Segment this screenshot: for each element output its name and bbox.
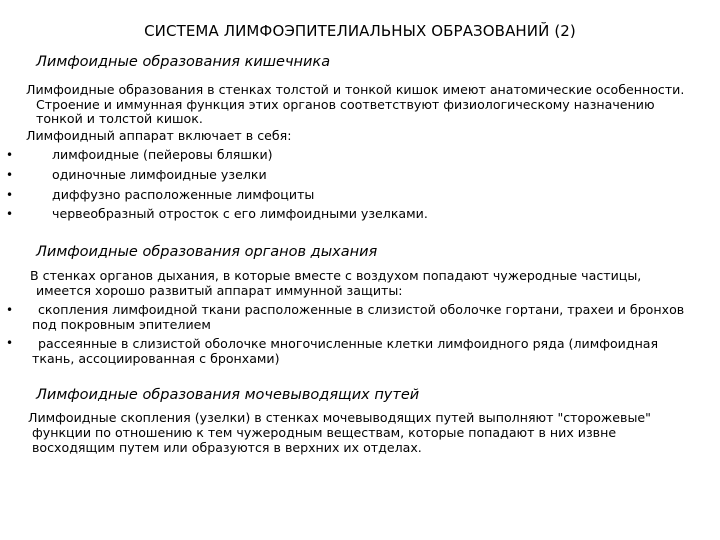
section1-paragraph-line: Лимфоидный аппарат включает в себя: (26, 128, 292, 143)
bullet-marker: • (6, 303, 14, 317)
section-heading-intestine: Лимфоидные образования кишечника (36, 54, 331, 70)
section2-paragraph-line: В стенках органов дыхания, в которые вместе с воздухом попадают чужеродные частицы, (30, 268, 642, 283)
bullet-marker: • (6, 188, 14, 202)
section2-list-item: рассеянные в слизистой оболочке многочисленные клетки лимфоидного ряда (лимфоидная (38, 336, 659, 351)
section1-list-item: червеобразный отросток с его лимфоидными узелками. (52, 206, 428, 221)
section-heading-urinary: Лимфоидные образования мочевыводящих путей (36, 387, 420, 403)
bullet-marker: • (6, 148, 14, 162)
section2-list-item: скопления лимфоидной ткани расположенные в слизистой оболочке гортани, трахеи и бронхов (38, 302, 685, 317)
section3-paragraph-line: функции по отношению к тем чужеродным веществам, которые попадают в них извне (32, 425, 617, 440)
section2-list-item-continuation: под покровным эпителием (32, 317, 211, 332)
section1-list-item: диффузно расположенные лимфоциты (52, 187, 315, 202)
slide-title: СИСТЕМА ЛИМФОЭПИТЕЛИАЛЬНЫХ ОБРАЗОВАНИЙ (2) (144, 22, 576, 40)
bullet-marker: • (6, 207, 14, 221)
bullet-marker: • (6, 168, 14, 182)
section3-paragraph-line: Лимфоидные скопления (узелки) в стенках мочевыводящих путей выполняют "сторожевые" (28, 410, 651, 425)
section-heading-respiratory: Лимфоидные образования органов дыхания (36, 244, 378, 260)
bullet-marker: • (6, 336, 14, 350)
section1-paragraph-line: Строение и иммунная функция этих органов соответствуют физиологическому назначению (36, 97, 655, 112)
section1-paragraph-line: тонкой и толстой кишок. (36, 111, 203, 126)
section1-list-item: одиночные лимфоидные узелки (52, 167, 267, 182)
section2-list-item-continuation: ткань, ассоциированная с бронхами) (32, 351, 280, 366)
section1-list-item: лимфоидные (пейеровы бляшки) (52, 147, 273, 162)
section1-paragraph-line: Лимфоидные образования в стенках толстой и тонкой кишок имеют анатомические особенности. (26, 82, 685, 97)
section2-paragraph-line: имеется хорошо развитый аппарат иммунной защиты: (36, 283, 403, 298)
section3-paragraph-line: восходящим путем или образуются в верхних их отделах. (32, 440, 422, 455)
